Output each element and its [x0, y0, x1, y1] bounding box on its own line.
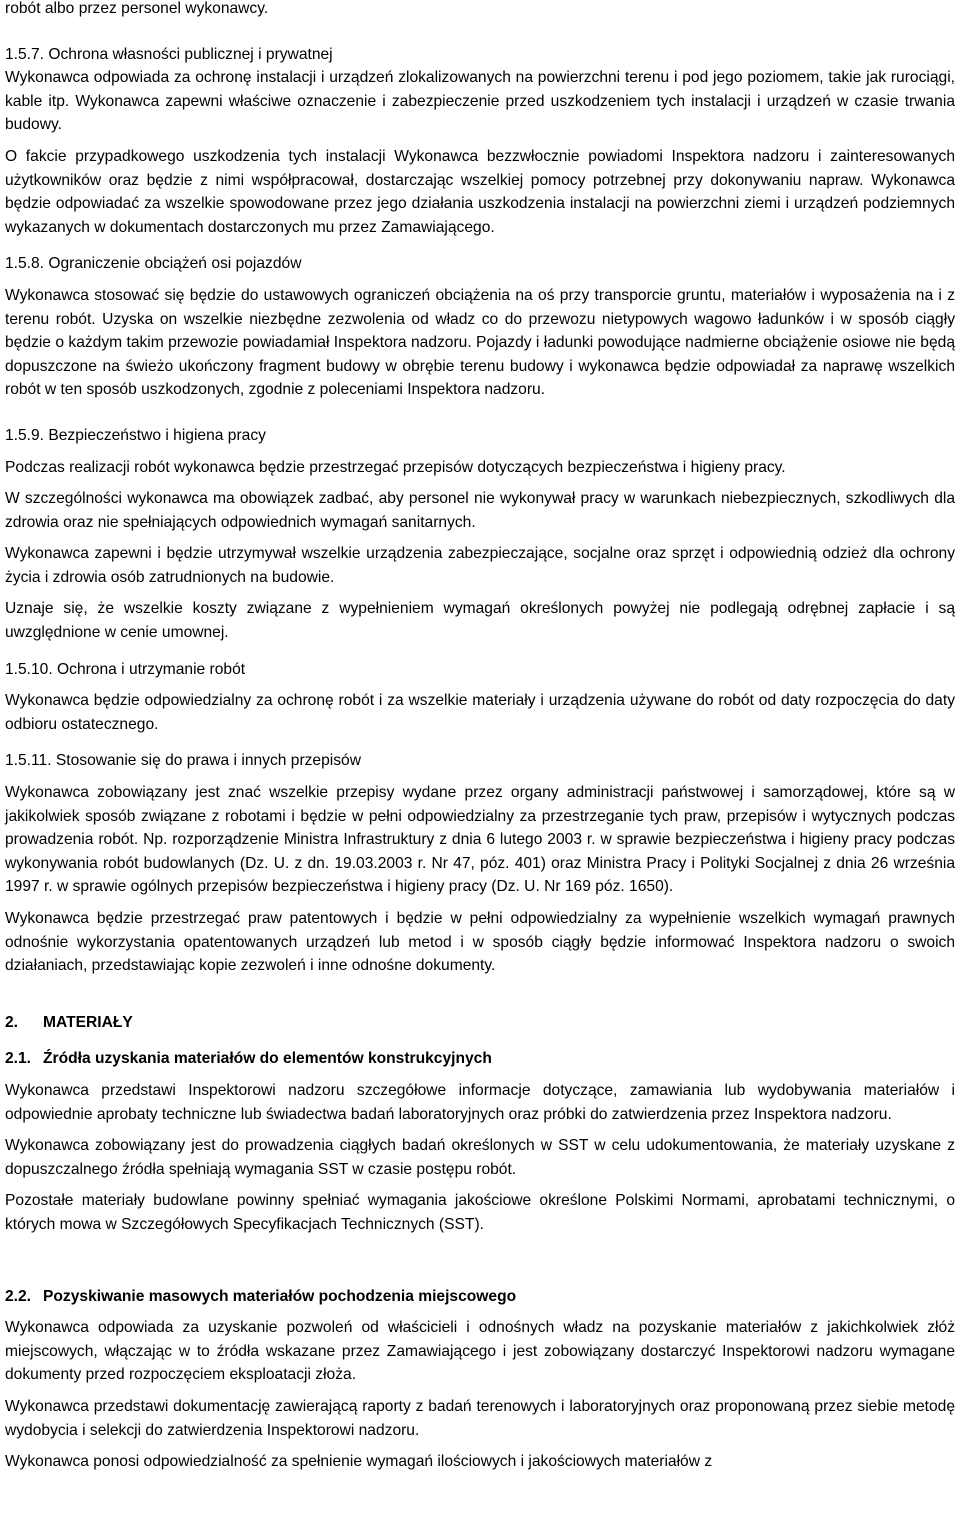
section-1-5-9-heading: 1.5.9. Bezpieczeństwo i higiena pracy: [5, 426, 266, 444]
document-page: [5, 0, 955, 1474]
section-1-5-9-paragraph-2: W szczególności wykonawca ma obowiązek zadbać, aby personel nie wykonywał pracy w warunkach niebezpiecznych, szkodliwych dla zdrowia oraz nie spełniających odpowiednich wymagań sanitarnych.: [5, 490, 955, 531]
section-2-1-paragraph-1: Wykonawca przedstawi Inspektorowi nadzoru szczegółowe informacje dotyczące, zamawiania lub wydobywania materiałów i odpowiednie aprobaty techniczne lub świadectwa badań laboratoryjnych oraz próbki do zatwierdzenia przez Inspektora nadzoru.: [5, 1081, 955, 1123]
section-1-5-7-paragraph-2: O fakcie przypadkowego uszkodzenia tych instalacji Wykonawca bezzwłocznie powiadomi Inspektora nadzoru i zainteresowanych użytkowników oraz będzie z nimi współpracował, dostarczając wszelkiej pomocy potrzebnej przy dokonywaniu napraw. Wykonawca będzie odpowiadać za wszelkie spowodowane przez jego działania uszkodzenia instalacji na powierzchni ziemi i urządzeń podziemnych wykazanych w dokumentach dostarczonych mu przez Zamawiającego.: [5, 147, 955, 236]
section-2-number: 2.: [5, 1013, 19, 1031]
section-2-1-paragraph-3: Pozostałe materiały budowlane powinny spełniać wymagania jakościowe określone Polskimi Normami, aprobatami technicznymi, o których mowa w Szczegółowych Specyfikacjach Technicznych (SST).: [5, 1192, 955, 1233]
section-2-title: MATERIAŁY: [43, 1013, 133, 1031]
section-1-5-9-paragraph-3: Wykonawca zapewni i będzie utrzymywał wszelkie urządzenia zabezpieczające, socjalne oraz sprzęt i odpowiednią odzież dla ochrony życia i zdrowia osób zatrudnionych na budowie.: [5, 545, 955, 586]
section-2-2-paragraph-1: Wykonawca odpowiada za uzyskanie pozwoleń od właścicieli i odnośnych władz na pozyskanie materiałów z jakichkolwiek złóż miejscowych, włączając w to źródła wskazane przez Zamawiającego i jest zobowiązany dostarczyć Inspektorowi nadzoru wymagane dokumenty przed rozpoczęciem eksploatacji złoża.: [5, 1319, 955, 1384]
section-1-5-8-paragraph-1: Wykonawca stosować się będzie do ustawowych ograniczeń obciążenia na oś przy transporcie gruntu, materiałów i wyposażenia na i z terenu robót. Uzyska on wszelkie niezbędne zezwolenia od władz co do przewozu nietypowych wagowo ładunków i w sposób ciągły będzie o każdym takim przewozie powiadamiał Inspektora nadzoru. Pojazdy i ładunki powodujące nadmierne obciążenie osiowe nie będą dopuszczone na świeżo ukończony fragment budowy w obrębie terenu budowy i wykonawca będzie odpowiadał za naprawę wszelkich robót w ten sposób uszkodzonych, zgodnie z poleceniami Inspektora nadzoru.: [5, 286, 955, 399]
section-2-1-number: 2.1.: [5, 1050, 32, 1068]
section-1-5-9-paragraph-1: Podczas realizacji robót wykonawca będzie przestrzegać przepisów dotyczących bezpieczeństwa i higieny pracy.: [5, 458, 786, 476]
section-1-5-11-heading: 1.5.11. Stosowanie się do prawa i innych przepisów: [5, 752, 361, 770]
section-2-2-number: 2.2.: [5, 1287, 32, 1305]
section-1-5-10-paragraph-1: Wykonawca będzie odpowiedzialny za ochronę robót i za wszelkie materiały i urządzenia używane do robót od daty rozpoczęcia do daty odbioru ostatecznego.: [5, 692, 955, 733]
section-1-5-10-heading: 1.5.10. Ochrona i utrzymanie robót: [5, 660, 246, 678]
section-1-5-11-paragraph-2: Wykonawca będzie przestrzegać praw patentowych i będzie w pełni odpowiedzialny za wypełnienie wszelkich wymagań prawnych odnośnie wykorzystania opatentowanych urządzeń lub metod i w sposób ciągły będzie informować Inspektora nadzoru o swoich działaniach, przedstawiając kopie zezwoleń i inne odnośne dokumenty.: [5, 910, 955, 975]
section-2-2-heading: [5, 1285, 955, 1309]
section-2-2-title: Pozyskiwanie masowych materiałów pochodzenia miejscowego: [43, 1287, 517, 1305]
section-2-1-heading: [5, 1047, 955, 1071]
section-2-heading: [5, 1011, 955, 1035]
section-1-5-8-heading: 1.5.8. Ograniczenie obciążeń osi pojazdów: [5, 255, 302, 273]
section-2-2-paragraph-2: Wykonawca przedstawi dokumentację zawierającą raporty z badań terenowych i laboratoryjnych oraz proponowaną przez siebie metodę wydobycia i selekcji do zatwierdzenia Inspektorowi nadzoru.: [5, 1397, 955, 1439]
section-1-5-7-paragraph-1: Wykonawca odpowiada za ochronę instalacji i urządzeń zlokalizowanych na powierzchni terenu i pod jego poziomem, takie jak rurociągi, kable itp. Wykonawca zapewni właściwe oznaczenie i zabezpieczenie przed uszkodzeniem tych instalacji i urządzeń w czasie trwania budowy.: [5, 69, 955, 134]
paragraph-intro: robót albo przez personel wykonawcy.: [5, 0, 269, 17]
section-2-2-paragraph-3: Wykonawca ponosi odpowiedzialność za spełnienie wymagań ilościowych i jakościowych materiałów z: [5, 1453, 713, 1471]
section-1-5-9-paragraph-4: Uznaje się, że wszelkie koszty związane z wypełnieniem wymagań określonych powyżej nie podlegają odrębnej zapłacie i są uwzględnione w cenie umownej.: [5, 600, 955, 642]
section-1-5-11-paragraph-1: Wykonawca zobowiązany jest znać wszelkie przepisy wydane przez organy administracji państwowej i samorządowej, które są w jakikolwiek sposób związane z robotami i będzie w pełni odpowiedzialny za przestrzeganie tych praw, przepisów i wytycznych podczas prowadzenia robót. Np. rozporządzenie Ministra Infrastruktury z dnia 6 lutego 2003 r. w sprawie bezpieczeństwa i higieny pracy podczas wykonywania robót budowlanych (Dz. U. z dn. 19.03.2003 r. Nr 47, póz. 401) oraz Ministra Pracy i Polityki Socjalnej z dnia 26 września 1997 r. w sprawie ogólnych przepisów bezpieczeństwa i higieny pracy (Dz. U. Nr 169 póz. 1650).: [5, 784, 955, 896]
section-2-1-paragraph-2: Wykonawca zobowiązany jest do prowadzenia ciągłych badań określonych w SST w celu udokumentowania, że materiały uzyskane z dopuszczalnego źródła spełniają wymagania SST w czasie postępu robót.: [5, 1137, 955, 1178]
section-1-5-7-heading: 1.5.7. Ochrona własności publicznej i prywatnej: [5, 45, 333, 63]
section-2-1-title: Źródła uzyskania materiałów do elementów konstrukcyjnych: [43, 1050, 492, 1068]
